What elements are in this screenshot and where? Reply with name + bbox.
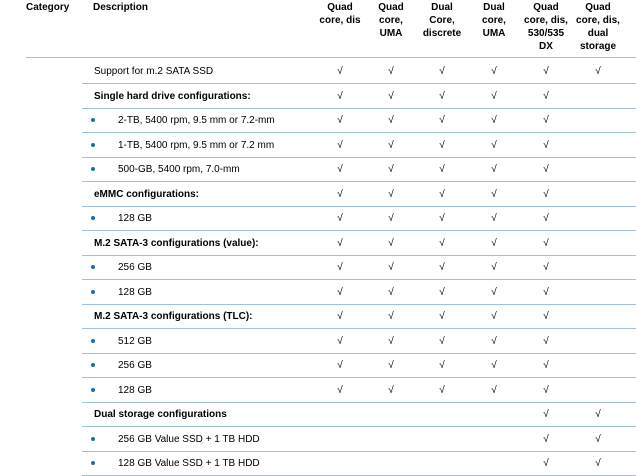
check-mark-icon: √ [543, 139, 549, 151]
check-mark-icon: √ [388, 360, 394, 371]
check-mark-icon: √ [337, 311, 343, 322]
check-mark-icon: √ [491, 90, 497, 102]
check-mark-icon: √ [388, 237, 394, 249]
check-mark-icon: √ [337, 66, 343, 77]
column-header-line: core, [379, 15, 403, 26]
table-row [82, 428, 636, 452]
check-mark-icon: √ [439, 188, 445, 200]
check-mark-icon: √ [543, 188, 549, 200]
check-mark-icon: √ [388, 384, 394, 396]
check-mark-icon: √ [388, 311, 394, 322]
bullet-icon [82, 259, 102, 273]
check-mark-icon: √ [543, 90, 549, 102]
bullet-icon [82, 161, 102, 175]
table-row [82, 305, 636, 329]
column-header-line: Quad [533, 2, 559, 13]
row-description: Support for m.2 SATA SSD [94, 66, 214, 77]
check-mark-icon: √ [543, 433, 549, 445]
check-mark-icon: √ [337, 360, 343, 371]
check-mark-icon: √ [388, 164, 394, 175]
check-mark-icon: √ [543, 384, 549, 396]
check-mark-icon: √ [491, 384, 497, 396]
table-row [82, 134, 636, 158]
bullet-icon [82, 357, 102, 371]
table-row [82, 281, 636, 305]
check-mark-icon: √ [337, 90, 343, 102]
check-mark-icon: √ [491, 188, 497, 200]
check-mark-icon: √ [491, 66, 497, 77]
column-header-line: dual [587, 28, 609, 39]
column-header-line: discrete [422, 28, 462, 39]
table-row [82, 330, 636, 354]
column-header-line: UMA [482, 28, 506, 39]
check-mark-icon: √ [543, 286, 549, 298]
column-header-line: core, dis, [576, 15, 620, 26]
check-mark-icon: √ [543, 164, 549, 175]
column-header-line: Quad [378, 2, 404, 13]
check-mark-icon: √ [543, 458, 549, 469]
check-mark-icon: √ [388, 66, 394, 77]
table-row [82, 354, 636, 378]
check-mark-icon: √ [388, 262, 394, 273]
check-mark-icon: √ [337, 384, 343, 396]
bullet-icon [82, 455, 102, 469]
check-mark-icon: √ [491, 360, 497, 371]
header-description: Description [93, 2, 149, 13]
check-mark-icon: √ [491, 164, 497, 175]
row-description: eMMC configurations: [94, 188, 199, 200]
check-mark-icon: √ [337, 286, 343, 298]
check-mark-icon: √ [439, 286, 445, 298]
check-mark-icon: √ [337, 237, 343, 249]
bullet-icon [82, 382, 102, 396]
column-header-4 [468, 1, 520, 40]
table-row [82, 379, 636, 403]
header-category: Category [26, 2, 70, 13]
table-row [82, 256, 636, 280]
check-mark-icon: √ [543, 66, 549, 77]
check-mark-icon: √ [491, 139, 497, 151]
bullet-icon [82, 284, 102, 298]
check-mark-icon: √ [337, 115, 343, 126]
check-mark-icon: √ [543, 409, 549, 420]
check-mark-icon: √ [439, 66, 445, 77]
check-mark-icon: √ [543, 213, 549, 224]
column-header-5 [520, 1, 572, 53]
table-row [82, 403, 636, 427]
check-mark-icon: √ [491, 213, 497, 224]
table-row [82, 158, 636, 182]
check-mark-icon: √ [491, 286, 497, 298]
check-mark-icon: √ [543, 311, 549, 322]
check-mark-icon: √ [439, 213, 445, 224]
header-divider [26, 57, 636, 58]
row-description: Single hard drive configurations: [94, 90, 251, 102]
check-mark-icon: √ [388, 286, 394, 298]
row-description: 256 GB [118, 360, 152, 371]
row-description: 128 GB [118, 384, 152, 396]
column-header-line: 530/535 [527, 28, 565, 39]
check-mark-icon: √ [543, 115, 549, 126]
check-mark-icon: √ [595, 66, 601, 77]
column-header-6 [572, 1, 624, 53]
table-row [82, 207, 636, 231]
check-mark-icon: √ [388, 213, 394, 224]
check-mark-icon: √ [388, 115, 394, 126]
row-description: 128 GB [118, 286, 152, 298]
table-row [82, 85, 636, 109]
row-description: 128 GB Value SSD + 1 TB HDD [118, 458, 260, 469]
check-mark-icon: √ [595, 458, 601, 469]
table-row [82, 183, 636, 207]
column-header-1 [314, 1, 366, 27]
check-mark-icon: √ [491, 262, 497, 273]
column-header-3 [416, 1, 468, 40]
check-mark-icon: √ [439, 237, 445, 249]
bullet-icon [82, 333, 102, 347]
column-header-line: core, dis, [524, 15, 568, 26]
bullet-icon [82, 112, 102, 126]
column-header-line: UMA [379, 28, 403, 39]
check-mark-icon: √ [337, 164, 343, 175]
row-description: M.2 SATA-3 configurations (TLC): [94, 311, 253, 322]
column-header-line: Core, [429, 15, 455, 26]
check-mark-icon: √ [491, 237, 497, 249]
check-mark-icon: √ [439, 90, 445, 102]
column-header-line: storage [579, 41, 617, 52]
row-description: 128 GB [118, 213, 152, 224]
check-mark-icon: √ [337, 188, 343, 200]
row-description: 256 GB [118, 262, 152, 273]
table-row [82, 232, 636, 256]
check-mark-icon: √ [439, 384, 445, 396]
check-mark-icon: √ [543, 335, 549, 347]
column-header-line: core, [482, 15, 506, 26]
check-mark-icon: √ [439, 164, 445, 175]
row-description: Dual storage configurations [94, 409, 227, 420]
check-mark-icon: √ [337, 213, 343, 224]
check-mark-icon: √ [388, 188, 394, 200]
column-header-line: Quad [327, 2, 353, 13]
check-mark-icon: √ [491, 115, 497, 126]
check-mark-icon: √ [439, 115, 445, 126]
row-description: 512 GB [118, 335, 152, 347]
row-description: 256 GB Value SSD + 1 TB HDD [118, 433, 260, 445]
check-mark-icon: √ [388, 90, 394, 102]
row-description: 2-TB, 5400 rpm, 9.5 mm or 7.2-mm [118, 115, 275, 126]
check-mark-icon: √ [543, 360, 549, 371]
check-mark-icon: √ [388, 139, 394, 151]
row-description: 500-GB, 5400 rpm, 7.0-mm [118, 164, 240, 175]
row-description: 1-TB, 5400 rpm, 9.5 mm or 7.2 mm [118, 139, 275, 151]
check-mark-icon: √ [388, 335, 394, 347]
bullet-icon [82, 431, 102, 445]
check-mark-icon: √ [491, 311, 497, 322]
check-mark-icon: √ [439, 311, 445, 322]
check-mark-icon: √ [543, 237, 549, 249]
check-mark-icon: √ [439, 360, 445, 371]
check-mark-icon: √ [595, 409, 601, 420]
table-row [82, 109, 636, 133]
check-mark-icon: √ [491, 335, 497, 347]
check-mark-icon: √ [439, 139, 445, 151]
column-header-2 [365, 1, 417, 40]
bullet-icon [82, 137, 102, 151]
check-mark-icon: √ [337, 335, 343, 347]
column-header-line: Dual [483, 2, 505, 13]
column-header-line: core, dis [319, 15, 361, 26]
table-row [82, 60, 636, 84]
table-row [82, 452, 636, 476]
bullet-icon [82, 210, 102, 224]
check-mark-icon: √ [439, 335, 445, 347]
check-mark-icon: √ [337, 139, 343, 151]
check-mark-icon: √ [595, 433, 601, 445]
check-mark-icon: √ [337, 262, 343, 273]
column-header-line: Dual [431, 2, 453, 13]
check-mark-icon: √ [543, 262, 549, 273]
check-mark-icon: √ [439, 262, 445, 273]
row-description: M.2 SATA-3 configurations (value): [94, 237, 259, 249]
column-header-line: Quad [585, 2, 611, 13]
column-header-line: DX [539, 41, 553, 52]
